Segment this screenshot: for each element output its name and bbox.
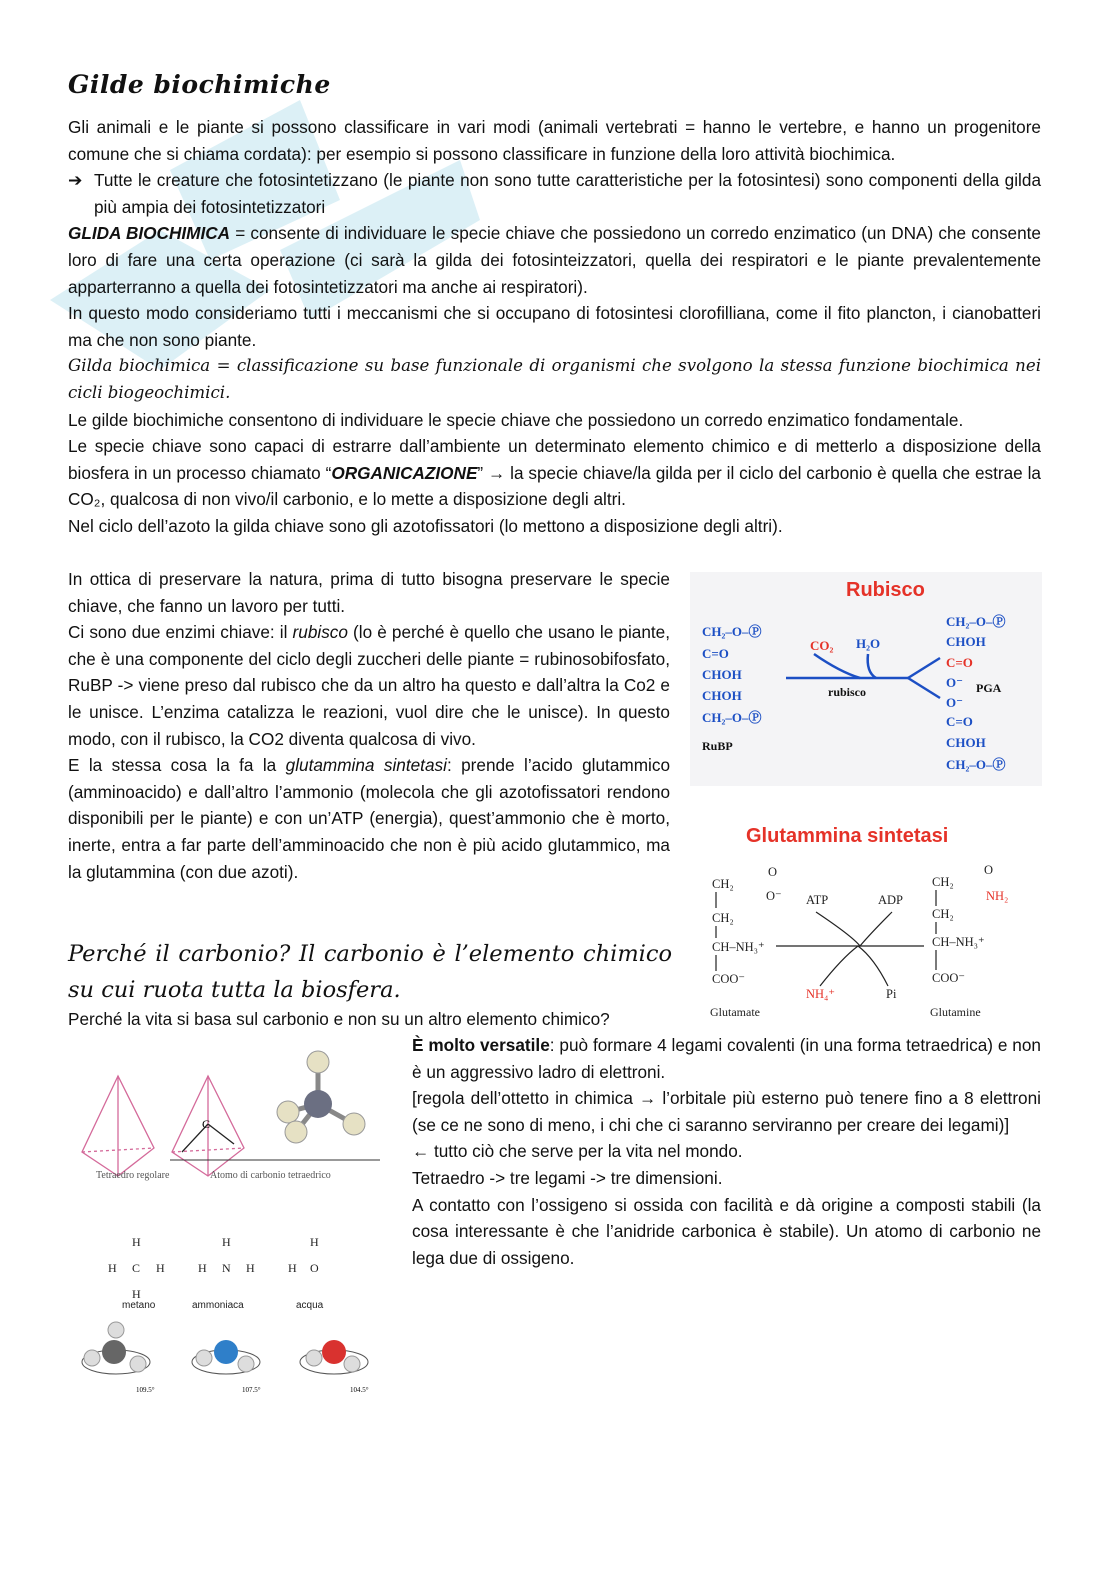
paragraph-classification: Gli animali e le piante si possono classificare in vari modi (animali vertebrati = hanno le vertebre, e hanno un progenitore comune che si chiama cordata): per esempio si possono classificare in funzione della loro attività biochimica.	[68, 117, 1041, 164]
methane-c: C	[132, 1261, 141, 1275]
pga-ominus-top: O⁻	[946, 675, 963, 690]
organication-term: ORGANICAZIONE	[331, 462, 478, 483]
regular-tetrahedron	[82, 1076, 154, 1176]
bullet-text: Tutte le creature che fotosintetizzano (le piante non sono tutte caratteristiche per la fotosintesi) sono componenti della gilda più ampia dei fotosintetizzatori	[94, 170, 1041, 217]
glutamine-text-a: E la stessa cosa la fa la	[68, 755, 286, 776]
ammonia-ball-model	[192, 1340, 261, 1394]
enzymes-section	[68, 566, 670, 885]
gln-ch2-a: CH₂	[932, 875, 954, 889]
water-label: acqua	[296, 1300, 324, 1311]
pga-co-bottom: C=O	[946, 714, 973, 729]
pga-choh-bottom: CHOH	[946, 735, 986, 750]
glutamine-synthetase-figure	[692, 818, 1042, 1028]
carbon-question: Perché la vita si basa sul carbonio e non su un altro elemento chimico?	[68, 1009, 610, 1029]
adp-label: ADP	[878, 893, 904, 907]
regular-tetra-label: Tetraedro regolare	[96, 1170, 170, 1181]
rubisco-term: rubisco	[292, 622, 348, 643]
paragraph-versatile	[412, 1032, 1041, 1085]
gilda-text: = consente di individuare le specie chiave che possiedono un corredo enzimatico (un DNA) che consente loro di fare una certa operazione (ci sarà la gilda dei fotosinteizzatori, quella dei respiratori e le piante prevalentemente apparterranno a quella dei fotosintetizzatori ma anche ai respiratori).	[68, 223, 1041, 297]
rubp-ch2op-top: CH₂–O–Ⓟ	[702, 624, 762, 639]
methane-h-top: H	[132, 1235, 141, 1249]
gln-ch-nh3: CH–NH₃⁺	[932, 935, 985, 949]
methane-label: metano	[122, 1300, 156, 1311]
rubp-ch2op-bottom: CH₂–O–Ⓟ	[702, 710, 762, 725]
methane-3d-model	[277, 1051, 365, 1143]
methane-h-left: H	[108, 1261, 117, 1275]
glutamine-term: glutammina sintetasi	[285, 755, 447, 776]
angle-methane: 109.5°	[136, 1386, 155, 1394]
rubisco-figure	[690, 572, 1042, 786]
intro-section	[68, 114, 1041, 540]
pga-label: PGA	[976, 681, 1002, 695]
paragraph-nitrogen: Nel ciclo dell’azoto la gilda chiave sono gli azotofissatori (lo mettono a disposizione degli altri).	[68, 515, 783, 536]
tetra-carbon-atom: C	[202, 1117, 211, 1131]
gilda-term: GLIDA BIOCHIMICA	[68, 223, 231, 244]
pga-ch2op-bottom: CH₂–O–Ⓟ	[946, 757, 1006, 772]
versatile-term: È molto versatile	[412, 1035, 550, 1055]
carbon-heading: Perché il carbonio? Il carbonio è l’elemento chimico su cui ruota tutta la biosfera.	[68, 941, 672, 1003]
glu-o: O	[768, 865, 778, 879]
gln-ch2-b: CH₂	[932, 907, 954, 921]
carbon-properties	[412, 1032, 1041, 1271]
methane-h-bottom: H	[132, 1287, 141, 1301]
glu-ch2-a: CH₂	[712, 877, 734, 891]
water-ball-model	[300, 1340, 369, 1394]
glu-coo: COO⁻	[712, 972, 745, 986]
pga-co-top: C=O	[946, 655, 973, 670]
ammonia-h-right: H	[246, 1261, 255, 1275]
h2o-label: H₂O	[856, 636, 881, 651]
paragraph-gilda-definition	[68, 220, 1041, 300]
pga-choh-top: CHOH	[946, 634, 986, 649]
water-h-left: H	[288, 1261, 297, 1275]
glutamine-text-b: : prende l’acido glutammico (amminoacido) e dall’altro l’ammonio (molecola che gli azotofissatori rendono disponibili per le piante) e con un’ATP (energia), quest’ammonio che è morto, inerte, entra a far parte dell’amminoacido che non è più acido glutammico, ma la glutammina (con due azoti).	[68, 755, 670, 882]
paragraph-glutamine	[68, 752, 670, 885]
carbon-tetrahedron-figure	[70, 1040, 390, 1400]
glutamine-title: Glutammina sintetasi	[746, 825, 949, 847]
paragraph-tetrahedron: Tetraedro -> tre legami -> tre dimensioni.	[412, 1167, 723, 1188]
carbon-tetra-label: Atomo di carbonio tetraedrico	[210, 1170, 331, 1181]
water-o: O	[310, 1261, 319, 1275]
glu-ch-nh3: CH–NH₃⁺	[712, 940, 765, 954]
paragraph-key-species: Le gilde biochimiche consentono di individuare le specie chiave che possiedono un corredo enzimatico fondamentale.	[68, 409, 964, 430]
gln-coo: COO⁻	[932, 971, 965, 985]
pga-ominus-bottom: O⁻	[946, 695, 963, 710]
angle-ammonia: 107.5°	[242, 1386, 261, 1394]
glutamate-label: Glutamate	[710, 1005, 760, 1019]
ammonia-label: ammoniaca	[192, 1300, 244, 1311]
organication-text-a: Le specie chiave sono capaci di estrarre dall’ambiente un determinato elemento chimico e di metterlo a disposizione della biosfera in un processo chiamato “	[68, 436, 1041, 483]
methane-ball-model	[82, 1322, 155, 1394]
ammonia-h-left: H	[198, 1261, 207, 1275]
nh4-label: NH₄⁺	[806, 987, 836, 1001]
paragraph-rubisco	[68, 619, 670, 752]
glutamine-label: Glutamine	[930, 1005, 981, 1019]
organication-text-b: ” → la specie chiave/la gilda per il ciclo del carbonio è quella che estrae la CO₂, qualcosa di non vivo/il carbonio, e lo mette a disposizione degli altri.	[68, 462, 1041, 510]
co2-label: CO₂	[810, 638, 834, 653]
rubp-choh-1: CHOH	[702, 667, 742, 682]
rubp-choh-2: CHOH	[702, 688, 742, 703]
ammonia-h-top: H	[222, 1235, 231, 1249]
gln-o: O	[984, 863, 994, 877]
water-h-top: H	[310, 1235, 319, 1249]
paragraph-octet: [regola dell’ottetto in chimica → l’orbitale più esterno può tenere fino a 8 elettroni (se ce ne sono di meno, i chi che ci saranno serviranno per creare dei legami)]	[412, 1088, 1041, 1135]
angle-water: 104.5°	[350, 1386, 369, 1394]
rubisco-text-a: Ci sono due enzimi chiave: il	[68, 622, 293, 643]
glu-ch2-b: CH₂	[712, 911, 734, 925]
paragraph-preserve: In ottica di preservare la natura, prima di tutto bisogna preservare le specie chiave, che fanno un lavoro per tutti.	[68, 569, 670, 616]
handwritten-note: Gilda biochimica = classificazione su base funzionale di organismi che svolgono la stessa funzione biochimica nei cicli biogeochimici.	[68, 356, 1041, 402]
page-title: Gilde biochimiche	[68, 70, 331, 99]
paragraph-oxygen: A contatto con l’ossigeno si ossida con facilità e dà origine a composti stabili (la cosa interessante è che l’anidride carbonica è stabile). Un atomo di carbonio ne lega due di ossigeno.	[412, 1194, 1041, 1268]
methane-h-right: H	[156, 1261, 165, 1275]
rubisco-title: Rubisco	[846, 579, 925, 601]
arrow-right-icon: ➔	[68, 170, 83, 191]
rubisco-enzyme-label: rubisco	[828, 685, 867, 699]
glu-ominus: O⁻	[766, 889, 782, 903]
versatile-text: : può formare 4 legami covalenti (in una forma tetraedrica) e non è un aggressivo ladro di elettroni.	[412, 1035, 1041, 1082]
gln-nh2: NH₂	[986, 889, 1009, 903]
paragraph-photosynthesis: In questo modo consideriamo tutti i meccanismi che si occupano di fotosintesi clorofilliana, come il fito plancton, i cianobatteri ma che non sono piante.	[68, 303, 1041, 350]
paragraph-life: ← tutto ciò che serve per la vita nel mondo.	[412, 1141, 743, 1162]
atp-label: ATP	[806, 893, 829, 907]
paragraph-organication	[68, 433, 1041, 513]
ammonia-n: N	[222, 1261, 231, 1275]
pga-ch2op-top: CH₂–O–Ⓟ	[946, 614, 1006, 629]
pi-label: Pi	[886, 987, 897, 1001]
rubp-label: RuBP	[702, 739, 733, 753]
rubisco-text-b: (lo è perché è quello che usano le piante, che è una componente del ciclo degli zuccheri delle piante = rubinosobifosfato, RuBP -> viene preso dal rubisco che da un altro ha questo e dall’altra la Co2 e le unisce. L’enzima catalizza le reazioni, vuol dire che le unisce). In questo modo, con il rubisco, la CO2 diventa qualcosa di vivo.	[68, 622, 670, 749]
bullet-item	[68, 167, 1041, 220]
rubp-co: C=O	[702, 646, 729, 661]
